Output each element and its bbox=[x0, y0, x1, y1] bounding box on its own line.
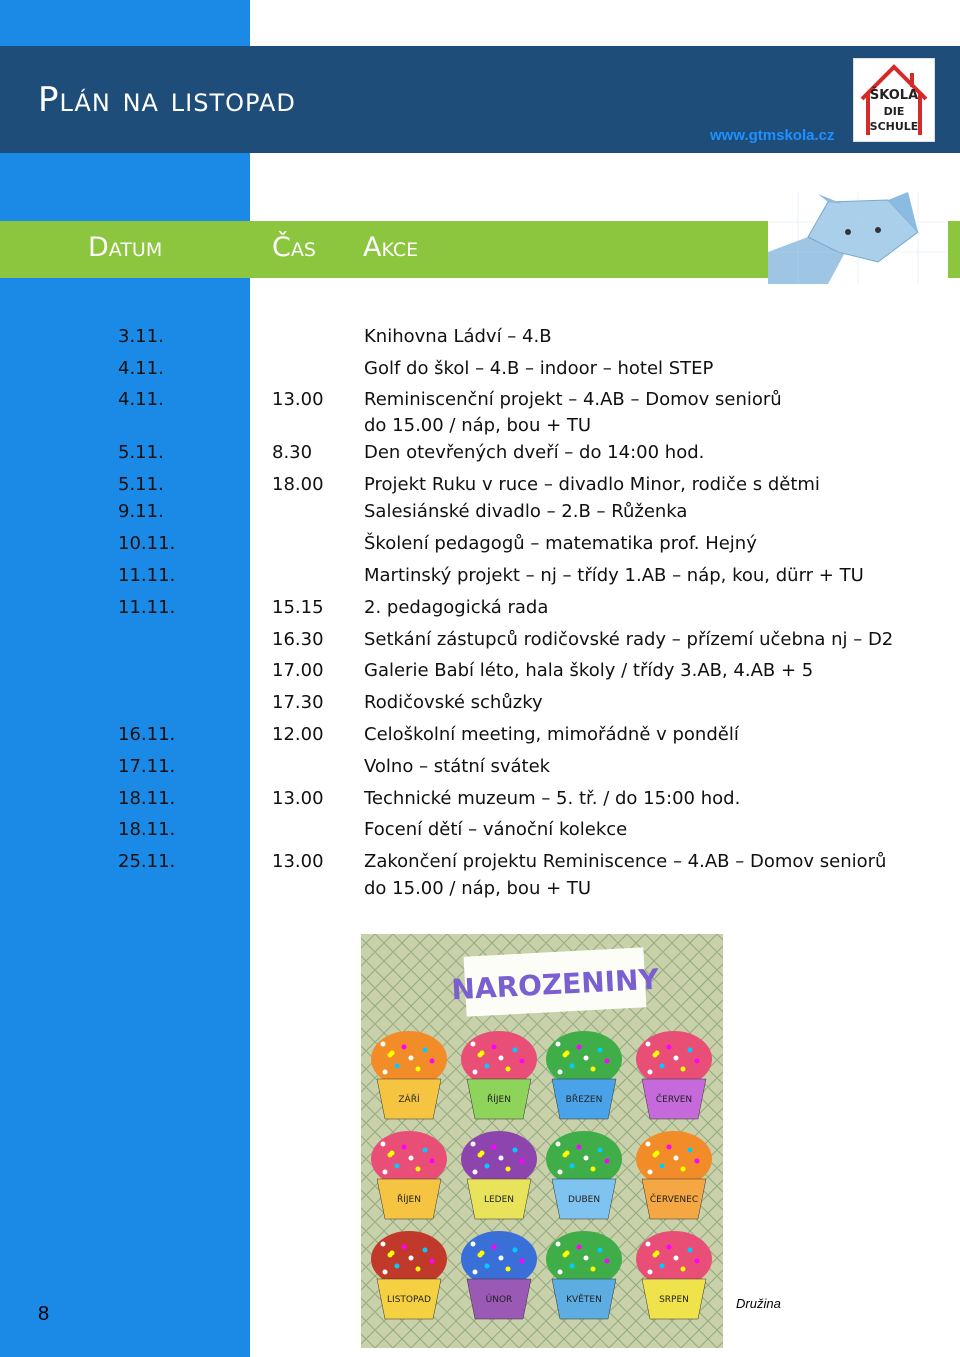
event-date: 18.11. bbox=[118, 788, 176, 809]
event-time: 17.30 bbox=[272, 692, 324, 713]
cupcake bbox=[546, 1131, 622, 1219]
school-logo-image bbox=[854, 59, 934, 141]
event-date: 4.11. bbox=[118, 358, 164, 379]
event-date: 25.11. bbox=[118, 851, 176, 872]
event-date: 18.11. bbox=[118, 819, 176, 840]
event-row bbox=[118, 474, 948, 500]
cupcake bbox=[636, 1231, 712, 1319]
cupcake-month-label: SRPEN bbox=[659, 1295, 689, 1305]
event-description: Reminiscenční projekt – 4.AB – Domov seniorů bbox=[364, 389, 782, 410]
event-date: 10.11. bbox=[118, 533, 176, 554]
event-date: 5.11. bbox=[118, 442, 164, 463]
page-title: Plán na listopad bbox=[38, 80, 296, 120]
event-row bbox=[118, 692, 948, 718]
event-row bbox=[118, 629, 948, 655]
cupcake bbox=[636, 1031, 712, 1119]
event-date: 16.11. bbox=[118, 724, 176, 745]
school-logo bbox=[853, 58, 935, 142]
event-row bbox=[118, 756, 948, 782]
event-description: Technické muzeum – 5. tř. / do 15:00 hod. bbox=[364, 788, 741, 809]
event-description: Zakončení projektu Reminiscence – 4.AB – Domov seniorů bbox=[364, 851, 887, 872]
cupcake-month-label: KVĚTEN bbox=[566, 1295, 602, 1305]
column-header-akce: Akce bbox=[363, 232, 419, 263]
event-date: 11.11. bbox=[118, 565, 176, 586]
website-url[interactable]: www.gtmskola.cz bbox=[710, 127, 835, 144]
cupcake-month-label: ÚNOR bbox=[485, 1295, 513, 1305]
event-time: 15.15 bbox=[272, 597, 324, 618]
event-row bbox=[118, 878, 948, 904]
event-date: 9.11. bbox=[118, 501, 164, 522]
event-row bbox=[118, 326, 948, 352]
origami-cat-image bbox=[768, 192, 948, 284]
event-time: 13.00 bbox=[272, 788, 324, 809]
cupcake bbox=[461, 1131, 537, 1219]
event-time: 17.00 bbox=[272, 660, 324, 681]
event-time: 13.00 bbox=[272, 851, 324, 872]
event-row bbox=[118, 660, 948, 686]
event-time: 16.30 bbox=[272, 629, 324, 650]
cupcake-month-label: ČERVEN bbox=[655, 1095, 693, 1105]
event-description: Celoškolní meeting, mimořádně v pondělí bbox=[364, 724, 739, 745]
event-row bbox=[118, 389, 948, 415]
event-time: 13.00 bbox=[272, 389, 324, 410]
cupcake-month-label: ZÁŘÍ bbox=[398, 1095, 420, 1105]
event-row bbox=[118, 501, 948, 527]
event-row bbox=[118, 788, 948, 814]
cupcake bbox=[636, 1131, 712, 1219]
cupcake-month-label: LEDEN bbox=[483, 1195, 515, 1205]
cupcake bbox=[371, 1131, 447, 1219]
event-description: Den otevřených dveří – do 14:00 hod. bbox=[364, 442, 705, 463]
cupcake bbox=[546, 1031, 622, 1119]
birthday-cupcakes-photo bbox=[361, 934, 723, 1348]
event-time: 12.00 bbox=[272, 724, 324, 745]
event-description: Knihovna Ládví – 4.B bbox=[364, 326, 552, 347]
cupcake bbox=[371, 1231, 447, 1319]
event-time: 18.00 bbox=[272, 474, 324, 495]
event-row bbox=[118, 597, 948, 623]
event-row bbox=[118, 533, 948, 559]
column-header-cas: Čas bbox=[272, 232, 316, 263]
cupcake-month-label: ŘÍJEN bbox=[487, 1095, 511, 1105]
event-date: 3.11. bbox=[118, 326, 164, 347]
event-description: Projekt Ruku v ruce – divadlo Minor, rodiče s dětmi bbox=[364, 474, 820, 495]
event-time: 8.30 bbox=[272, 442, 313, 463]
photo-banner-text: NAROZENINY bbox=[450, 962, 660, 1007]
event-row bbox=[118, 565, 948, 591]
event-row bbox=[118, 819, 948, 845]
event-row bbox=[118, 724, 948, 750]
event-description: Školení pedagogů – matematika prof. Hejný bbox=[364, 533, 757, 554]
event-row bbox=[118, 442, 948, 468]
cupcake-month-label: ČERVENEC bbox=[649, 1195, 699, 1205]
event-description: Golf do škol – 4.B – indoor – hotel STEP bbox=[364, 358, 714, 379]
event-date: 17.11. bbox=[118, 756, 176, 777]
event-description: Galerie Babí léto, hala školy / třídy 3.AB, 4.AB + 5 bbox=[364, 660, 814, 681]
cupcake-month-label: ŘÍJEN bbox=[397, 1195, 421, 1205]
cupcake-month-label: LISTOPAD bbox=[387, 1295, 431, 1305]
event-description: Focení dětí – vánoční kolekce bbox=[364, 819, 628, 840]
logo-text-die: DIE bbox=[883, 105, 905, 118]
event-row bbox=[118, 415, 948, 441]
event-description: Volno – státní svátek bbox=[364, 756, 551, 777]
event-row bbox=[118, 851, 948, 877]
event-description: Salesiánské divadlo – 2.B – Růženka bbox=[364, 501, 688, 522]
event-description: do 15.00 / náp, bou + TU bbox=[364, 415, 592, 436]
event-date: 5.11. bbox=[118, 474, 164, 495]
page-number: 8 bbox=[38, 1303, 50, 1325]
logo-text-schule: SCHULE bbox=[869, 120, 919, 133]
event-description: Setkání zástupců rodičovské rady – přízemí učebna nj – D2 bbox=[364, 629, 894, 650]
cupcakes-illustration bbox=[361, 934, 723, 1348]
event-description: Rodičovské schůzky bbox=[364, 692, 543, 713]
logo-text-skola: ŠKOLA bbox=[869, 88, 919, 103]
cupcake bbox=[546, 1231, 622, 1319]
cupcake bbox=[461, 1031, 537, 1119]
event-date: 11.11. bbox=[118, 597, 176, 618]
cupcake-month-label: BŘEZEN bbox=[565, 1095, 603, 1105]
cupcake bbox=[371, 1031, 447, 1119]
cupcake-month-label: DUBEN bbox=[567, 1195, 601, 1205]
event-description: Martinský projekt – nj – třídy 1.AB – náp, kou, dürr + TU bbox=[364, 565, 864, 586]
event-row bbox=[118, 358, 948, 384]
event-description: 2. pedagogická rada bbox=[364, 597, 549, 618]
event-description: do 15.00 / náp, bou + TU bbox=[364, 878, 592, 899]
event-date: 4.11. bbox=[118, 389, 164, 410]
column-header-datum: Datum bbox=[88, 232, 163, 263]
cupcake bbox=[461, 1231, 537, 1319]
section-label: Družina bbox=[736, 1296, 781, 1311]
